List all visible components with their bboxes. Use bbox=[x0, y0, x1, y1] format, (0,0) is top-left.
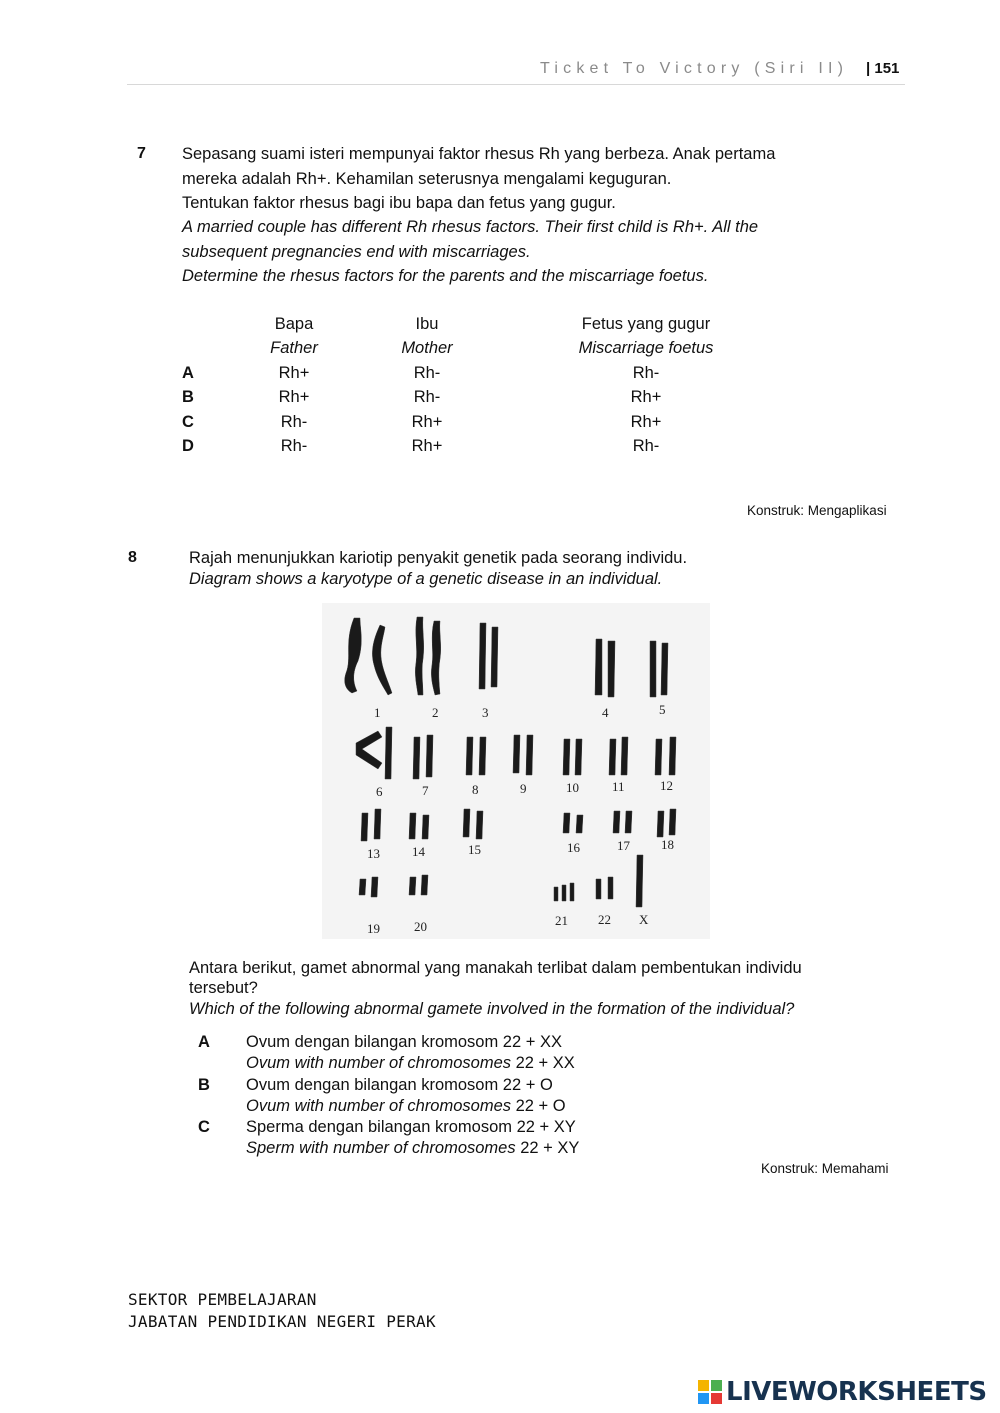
chromosome-shape bbox=[421, 875, 428, 895]
option-label: D bbox=[182, 437, 194, 456]
table-cell: Rh+ bbox=[630, 412, 662, 431]
karyotype-label: 20 bbox=[414, 919, 427, 934]
karyotype-label: 15 bbox=[468, 842, 481, 857]
chromosome-shape bbox=[491, 627, 498, 687]
chromosome-shape bbox=[608, 877, 613, 899]
table-cell: Rh- bbox=[413, 363, 441, 382]
question-8-intro-en: Diagram shows a karyotype of a genetic disease in an individual. bbox=[189, 570, 663, 588]
column-header-father: Bapa bbox=[274, 314, 314, 333]
question-7-line: Tentukan faktor rhesus bagi ibu bapa dan fetus yang gugur. bbox=[182, 194, 616, 212]
chromosome-shape bbox=[513, 735, 520, 773]
chromosome-shape bbox=[575, 739, 582, 775]
karyotype-label: X bbox=[639, 912, 649, 927]
karyotype-label: 10 bbox=[566, 780, 579, 795]
karyotype-label: 3 bbox=[482, 705, 489, 720]
question-7-options-table bbox=[172, 312, 806, 459]
chromosome-shape bbox=[371, 877, 378, 897]
liveworksheets-logo[interactable] bbox=[698, 1375, 987, 1409]
karyotype-label: 8 bbox=[472, 782, 479, 797]
option-text-en-count: 22 + O bbox=[511, 1096, 566, 1115]
question-7-line-en: A married couple has different Rh rhesus factors. Their first child is Rh+. All the bbox=[182, 218, 759, 236]
karyotype-label: 14 bbox=[412, 844, 425, 859]
karyotype-label: 9 bbox=[520, 781, 527, 796]
chromosome-shape bbox=[345, 618, 362, 693]
option-text: Sperma dengan bilangan kromosom 22 + XY bbox=[246, 1118, 576, 1137]
table-cell: Rh- bbox=[632, 437, 660, 456]
chromosome-shape bbox=[608, 641, 615, 697]
karyotype-label: 19 bbox=[367, 921, 380, 936]
chromosome-shape bbox=[554, 887, 558, 901]
table-cell: Rh+ bbox=[411, 412, 443, 431]
chromosome-shape bbox=[625, 811, 632, 833]
karyotype-label: 12 bbox=[660, 778, 673, 793]
chromosome-shape bbox=[409, 813, 416, 839]
footer-sector: SEKTOR PEMBELAJARAN bbox=[128, 1290, 317, 1309]
chromosome-shape bbox=[385, 727, 392, 779]
column-header-father-en: Father bbox=[270, 339, 318, 358]
column-header-mother-en: Mother bbox=[401, 339, 453, 358]
karyotype-svg bbox=[322, 603, 710, 939]
chromosome-shape bbox=[595, 639, 602, 695]
chromosome-shape bbox=[413, 737, 420, 779]
construct-label-q8: Konstruk: Memahami bbox=[761, 1161, 889, 1176]
chromosome-shape bbox=[415, 617, 423, 695]
table-cell: Rh- bbox=[280, 412, 308, 431]
chromosome-shape bbox=[374, 809, 381, 839]
chromosome-shape bbox=[650, 641, 656, 697]
table-row[interactable] bbox=[172, 386, 806, 411]
chromosome-shape bbox=[409, 877, 416, 895]
option-text: Ovum dengan bilangan kromosom 22 + O bbox=[246, 1075, 553, 1094]
column-header-foetus: Fetus yang gugur bbox=[581, 314, 711, 333]
question-7-line-en: subsequent pregnancies end with miscarriages. bbox=[182, 243, 531, 261]
chromosome-shape bbox=[426, 735, 433, 777]
table-cell: Rh- bbox=[632, 363, 660, 382]
chromosome-shape bbox=[563, 739, 570, 775]
question-8-stem: tersebut? bbox=[189, 979, 258, 997]
karyotype-label: 16 bbox=[567, 840, 580, 855]
page-number: | 151 bbox=[866, 60, 900, 77]
chromosome-shape bbox=[669, 737, 676, 775]
option-label: A bbox=[198, 1033, 210, 1051]
question-8-intro: Rajah menunjukkan kariotip penyakit genetik pada seorang individu. bbox=[189, 549, 688, 567]
chromosome-shape bbox=[657, 811, 664, 837]
chromosome-shape bbox=[422, 815, 429, 839]
karyotype-label: 1 bbox=[374, 705, 381, 720]
table-header-row-en bbox=[172, 337, 806, 362]
column-header-mother: Ibu bbox=[415, 314, 439, 333]
chromosome-shape bbox=[479, 623, 486, 689]
chromosome-shape bbox=[636, 855, 643, 907]
running-header-title: Ticket To Victory (Siri II) bbox=[540, 60, 849, 77]
karyotype-label: 21 bbox=[555, 913, 568, 928]
chromosome-shape bbox=[431, 621, 440, 695]
option-label: C bbox=[198, 1118, 210, 1137]
table-cell: Rh- bbox=[413, 388, 441, 407]
footer-department: JABATAN PENDIDIKAN NEGERI PERAK bbox=[128, 1312, 436, 1331]
chromosome-shape bbox=[613, 811, 620, 833]
chromosome-shape bbox=[476, 811, 483, 839]
option-label: A bbox=[182, 363, 194, 382]
table-row[interactable] bbox=[172, 435, 806, 460]
table-header-row bbox=[172, 312, 806, 337]
karyotype-label: 11 bbox=[612, 779, 625, 794]
question-7-line: mereka adalah Rh+. Kehamilan seterusnya mengalami keguguran. bbox=[182, 170, 672, 188]
table-cell: Rh+ bbox=[278, 363, 310, 382]
karyotype-image bbox=[322, 603, 710, 939]
karyotype-label: 6 bbox=[376, 784, 383, 799]
table-cell: Rh- bbox=[280, 437, 308, 456]
liveworksheets-icon bbox=[698, 1380, 722, 1404]
option-text-en: Ovum with number of chromosomes bbox=[246, 1096, 512, 1115]
option-text: Ovum dengan bilangan kromosom 22 + XX bbox=[246, 1033, 562, 1051]
chromosome-shape bbox=[661, 643, 668, 695]
chromosome-shape bbox=[479, 737, 486, 775]
option-text-en: Sperm with number of chromosomes bbox=[246, 1139, 516, 1158]
karyotype-label: 22 bbox=[598, 912, 611, 927]
question-8-stem-en: Which of the following abnormal gamete involved in the formation of the individual? bbox=[189, 1000, 795, 1018]
chromosome-shape bbox=[562, 885, 566, 901]
option-label: C bbox=[182, 412, 194, 431]
option-label: B bbox=[198, 1075, 210, 1094]
column-header-foetus-en: Miscarriage foetus bbox=[578, 339, 714, 358]
option-text-en-count: 22 + XX bbox=[511, 1054, 575, 1073]
chromosome-shape bbox=[609, 739, 616, 775]
chromosome-shape bbox=[526, 735, 533, 775]
header-divider bbox=[127, 84, 905, 85]
brand-name: LIVEWORKSHEETS bbox=[726, 1377, 987, 1407]
question-8-number: 8 bbox=[128, 549, 137, 566]
option-text-en: Ovum with number of chromosomes bbox=[246, 1054, 512, 1073]
option-text-en-count: 22 + XY bbox=[515, 1139, 580, 1158]
question-8-stem: Antara berikut, gamet abnormal yang manakah terlibat dalam pembentukan individu bbox=[189, 959, 802, 977]
table-row[interactable] bbox=[172, 361, 806, 386]
karyotype-label: 13 bbox=[367, 846, 380, 861]
karyotype-label: 2 bbox=[432, 705, 439, 720]
karyotype-label: 18 bbox=[661, 837, 674, 852]
chromosome-shape bbox=[466, 737, 473, 775]
question-7-line: Sepasang suami isteri mempunyai faktor rhesus Rh yang berbeza. Anak pertama bbox=[182, 145, 776, 163]
karyotype-label: 5 bbox=[659, 702, 666, 717]
karyotype-label: 17 bbox=[617, 838, 630, 853]
table-cell: Rh+ bbox=[630, 388, 662, 407]
chromosome-shape bbox=[356, 731, 382, 769]
chromosome-shape bbox=[596, 879, 601, 899]
karyotype-label: 7 bbox=[422, 783, 429, 798]
chromosome-shape bbox=[621, 737, 628, 775]
chromosome-shape bbox=[372, 625, 392, 695]
question-7-number: 7 bbox=[137, 145, 146, 162]
construct-label-q7: Konstruk: Mengaplikasi bbox=[747, 503, 887, 518]
question-7-line-en: Determine the rhesus factors for the parents and the miscarriage foetus. bbox=[182, 267, 709, 285]
chromosome-shape bbox=[359, 879, 366, 895]
chromosome-shape bbox=[563, 813, 570, 833]
table-cell: Rh+ bbox=[411, 437, 443, 456]
table-cell: Rh+ bbox=[278, 388, 310, 407]
option-label: B bbox=[182, 388, 194, 407]
karyotype-label: 4 bbox=[602, 705, 609, 720]
chromosome-shape bbox=[669, 809, 676, 835]
chromosome-shape bbox=[463, 809, 470, 837]
chromosome-shape bbox=[576, 815, 583, 833]
chromosome-shape bbox=[570, 883, 574, 901]
table-row[interactable] bbox=[172, 410, 806, 435]
chromosome-shape bbox=[655, 739, 662, 775]
chromosome-shape bbox=[361, 813, 368, 841]
